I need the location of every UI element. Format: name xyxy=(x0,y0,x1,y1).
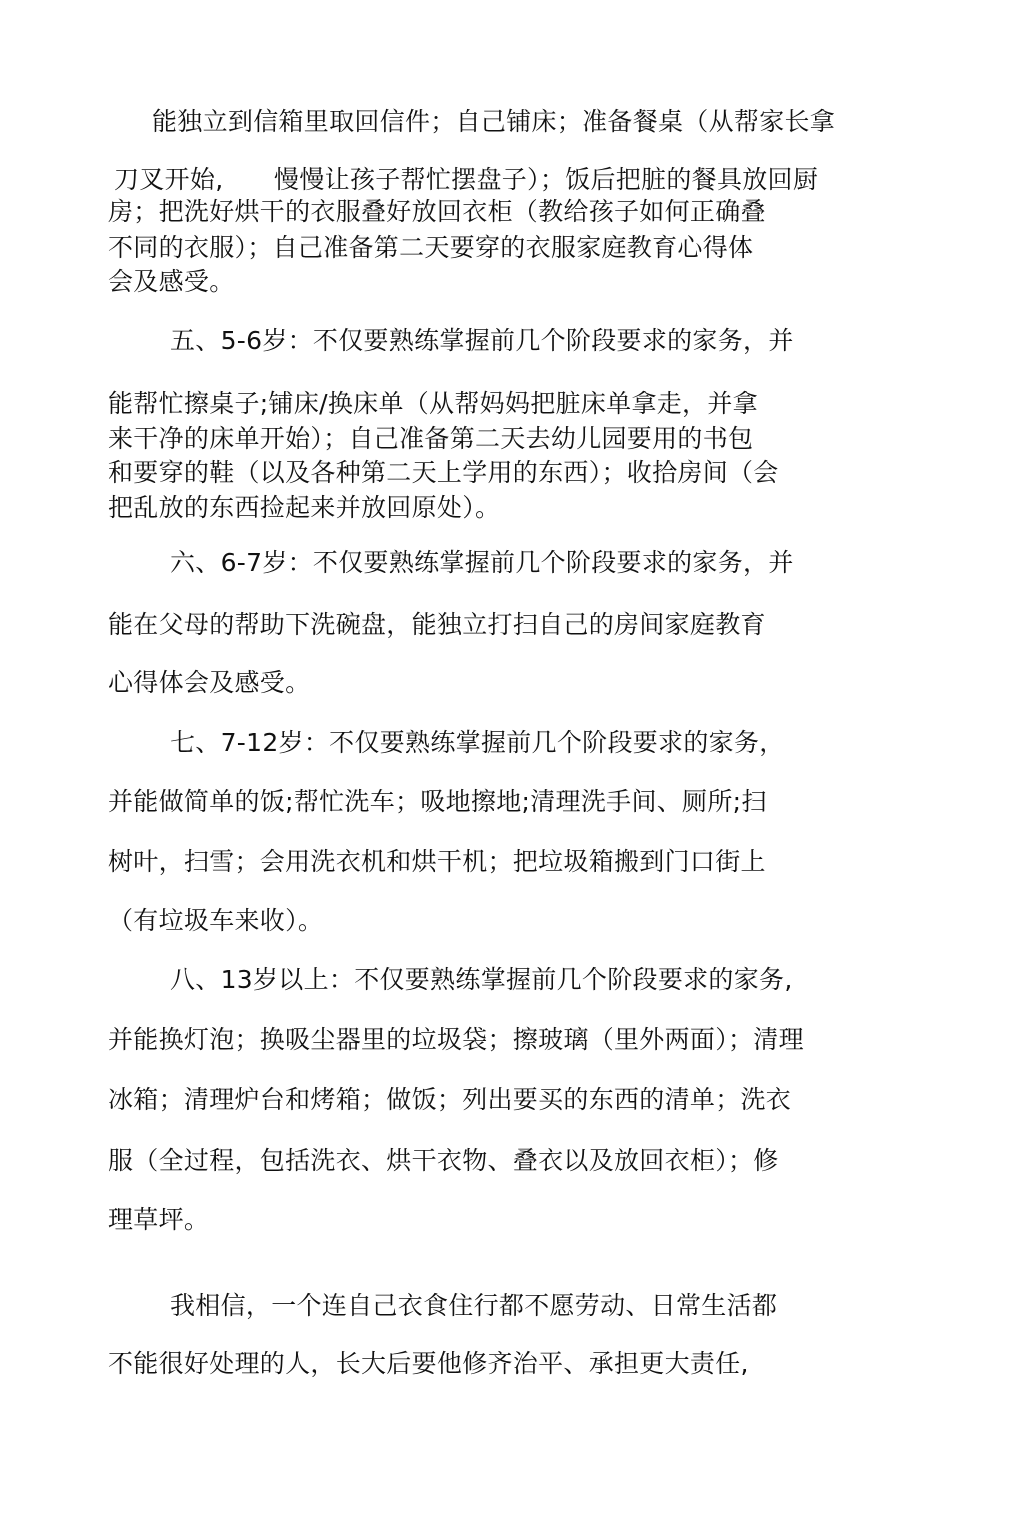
text-line: 并能换灯泡；换吸尘器里的垃圾袋；擦玻璃（里外两面）；清理 xyxy=(108,1025,804,1054)
text-line: 树叶，扫雪；会用洗衣机和烘干机；把垃圾箱搬到门口街上 xyxy=(108,847,766,876)
text-line: 刀叉开始, 慢慢让孩子帮忙摆盘子）；饭后把脏的餐具放回厨 xyxy=(114,165,819,194)
text-line: 心得体会及感受。 xyxy=(108,668,311,697)
text-line: 不同的衣服）；自己准备第二天要穿的衣服家庭教育心得体 xyxy=(108,233,754,262)
text-line: 和要穿的鞋（以及各种第二天上学用的东西）；收拾房间（会 xyxy=(108,458,779,487)
text-line: 会及感受。 xyxy=(108,267,235,296)
text-line: 能在父母的帮助下洗碗盘，能独立打扫自己的房间家庭教育 xyxy=(108,610,766,639)
text-line: （有垃圾车来收）。 xyxy=(108,906,324,935)
text-line: 能独立到信箱里取回信件；自己铺床；准备餐桌（从帮家长拿 xyxy=(152,107,836,136)
section-heading: 六、6-7岁：不仅要熟练掌握前几个阶段要求的家务，并 xyxy=(170,548,794,577)
section-heading: 七、7-12岁：不仅要熟练掌握前几个阶段要求的家务， xyxy=(170,728,785,757)
section-heading: 五、5-6岁：不仅要熟练掌握前几个阶段要求的家务，并 xyxy=(170,326,794,355)
text-line: 并能做简单的饭;帮忙洗车；吸地擦地;清理洗手间、厕所;扫 xyxy=(108,787,767,816)
section-heading: 八、13岁以上：不仅要熟练掌握前几个阶段要求的家务, xyxy=(170,965,793,994)
text-line: 能帮忙擦桌子;铺床/换床单（从帮妈妈把脏床单拿走，并拿 xyxy=(108,389,758,418)
paragraph-start: 我相信，一个连自己衣食住行都不愿劳动、日常生活都 xyxy=(170,1291,778,1320)
text-line: 来干净的床单开始）；自己准备第二天去幼儿园要用的书包 xyxy=(108,424,754,453)
text-line: 不能很好处理的人，长大后要他修齐治平、承担更大责任, xyxy=(108,1349,749,1378)
text-line: 服（全过程，包括洗衣、烘干衣物、叠衣以及放回衣柜）；修 xyxy=(108,1146,779,1175)
text-line: 冰箱；清理炉台和烤箱；做饭；列出要买的东西的清单；洗衣 xyxy=(108,1085,792,1114)
text-line: 房；把洗好烘干的衣服叠好放回衣柜（教给孩子如何正确叠 xyxy=(108,197,766,226)
text-line: 把乱放的东西捡起来并放回原处）。 xyxy=(108,493,501,522)
text-line: 理草坪。 xyxy=(108,1205,210,1234)
